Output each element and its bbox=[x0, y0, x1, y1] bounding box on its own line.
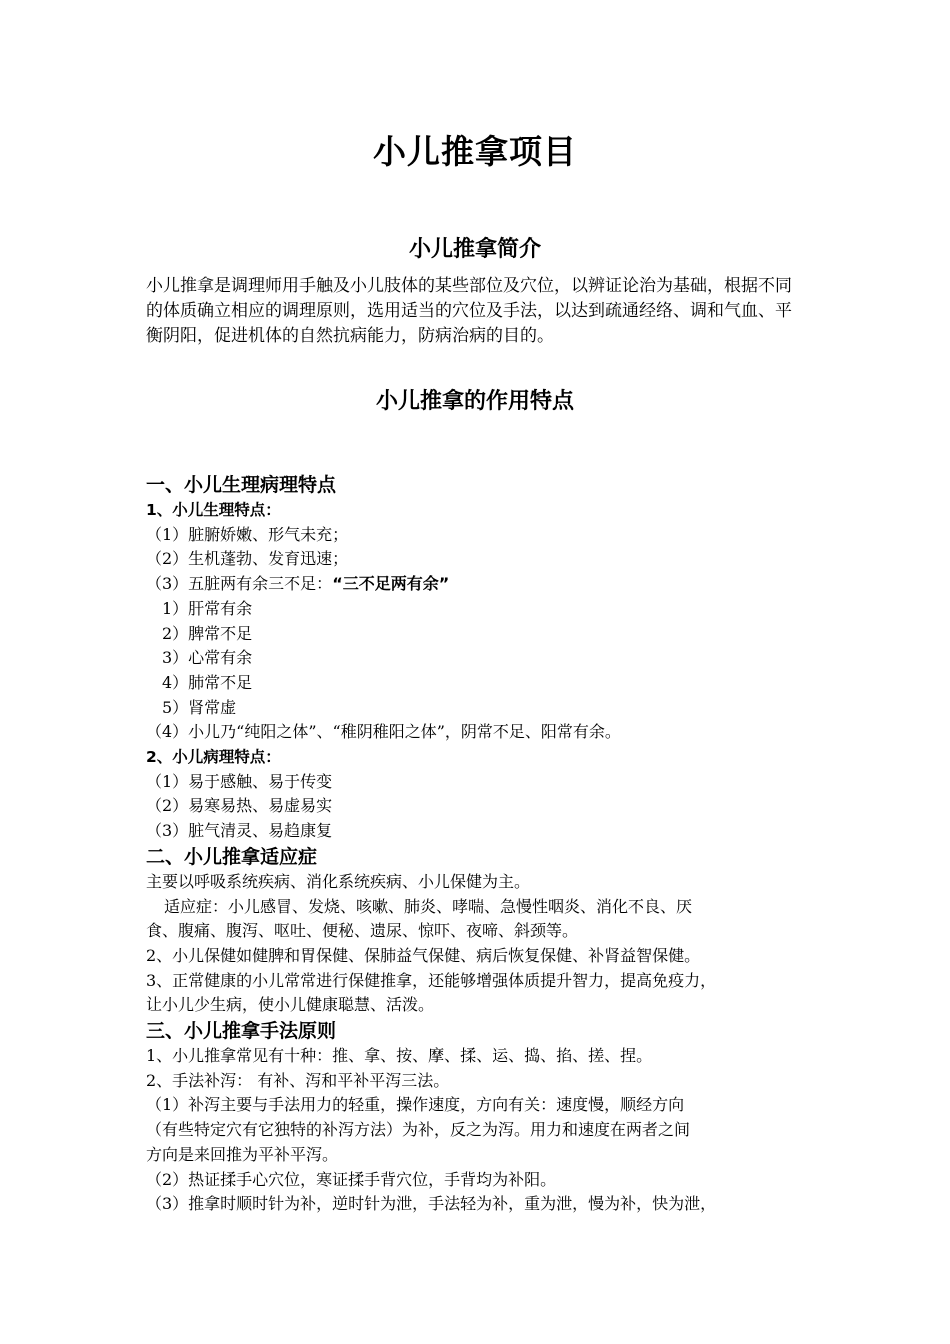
intro-paragraph: 小儿推拿是调理师用手触及小儿肢体的某些部位及穴位，以辨证论治为基础，根据不同的体质确立相应的调理原则，选用适当的穴位及手法，以达到疏通经络、调和气血、平衡阴阳，促进机体的自然抗病能力，防病治病的目的。 bbox=[146, 276, 792, 346]
physiology-item: （4）小儿乃“纯阳之体”、“稚阴稚阳之体”，阴常不足、阳常有余。 bbox=[146, 722, 621, 742]
technique-line: 1、小儿推拿常见有十种：推、拿、按、摩、揉、运、捣、掐、搓、捏。 bbox=[146, 1046, 653, 1066]
section1-heading: 一、小儿生理病理特点 bbox=[146, 474, 337, 496]
organ-item: 3）心常有余 bbox=[162, 648, 253, 668]
pathology-item: （2）易寒易热、易虚易实 bbox=[146, 796, 333, 816]
technique-line: （1）补泻主要与手法用力的轻重，操作速度，方向有关：速度慢，顺经方向 bbox=[146, 1095, 685, 1115]
document-title: 小儿推拿项目 bbox=[373, 132, 577, 171]
indication-line: 2、小儿保健如健脾和胃保健、保肺益气保健、病后恢复保健、补肾益智保健。 bbox=[146, 945, 701, 965]
technique-line: 方向是来回推为平补平泻。 bbox=[146, 1144, 339, 1164]
organ-item: 4）肺常不足 bbox=[162, 672, 253, 692]
section2-heading: 二、小儿推拿适应症 bbox=[146, 845, 318, 868]
physiology-subheading: 1、小儿生理特点： bbox=[146, 501, 281, 519]
indication-line: 让小儿少生病，使小儿健康聪慧、活泼。 bbox=[146, 995, 435, 1015]
section3-heading: 三、小儿推拿手法原则 bbox=[146, 1020, 337, 1043]
pathology-item: （3）脏气清灵、易趋康复 bbox=[146, 821, 333, 841]
pathology-subheading: 2、小儿病理特点： bbox=[146, 748, 281, 767]
organ-item: 5）肾常虚 bbox=[162, 697, 237, 717]
indication-line: 适应症：小儿感冒、发烧、咳嗽、肺炎、哮喘、急慢性咽炎、消化不良、厌 bbox=[164, 896, 693, 916]
technique-line: （3）推拿时顺时针为补，逆时针为泄，手法轻为补，重为泄，慢为补，快为泄， bbox=[146, 1194, 717, 1214]
physiology-item-prefix: （3）五脏两有余三不足： bbox=[146, 574, 333, 594]
content-body bbox=[146, 472, 826, 1217]
technique-line: （2）热证揉手心穴位，寒证揉手背穴位，手背均为补阳。 bbox=[146, 1169, 557, 1189]
physiology-item: （1）脏腑娇嫩、形气未充； bbox=[146, 524, 349, 544]
indication-line: 主要以呼吸系统疾病、消化系统疾病、小儿保健为主。 bbox=[146, 871, 531, 891]
physiology-item: （2）生机蓬勃、发育迅速； bbox=[146, 549, 349, 569]
organ-item: 2）脾常不足 bbox=[162, 623, 253, 643]
indication-line: 食、腹痛、腹泻、呕吐、便秘、遗尿、惊吓、夜啼、斜颈等。 bbox=[146, 921, 579, 941]
features-heading: 小儿推拿的作用特点 bbox=[375, 389, 574, 414]
indication-line: 3、正常健康的小儿常常进行保健推拿，还能够增强体质提升智力，提高免疫力， bbox=[146, 970, 717, 990]
physiology-item bbox=[146, 572, 826, 597]
organ-item: 1）肝常有余 bbox=[162, 598, 253, 618]
pathology-item: （1）易于感触、易于传变 bbox=[146, 771, 333, 791]
technique-line: 2、手法补泻： 有补、泻和平补平泻三法。 bbox=[146, 1070, 450, 1090]
intro-heading: 小儿推拿简介 bbox=[408, 237, 541, 262]
physiology-item-emphasis: “三不足两有余” bbox=[332, 574, 450, 594]
technique-line: （有些特定穴有它独特的补泻方法）为补，反之为泻。用力和速度在两者之间 bbox=[146, 1120, 691, 1140]
